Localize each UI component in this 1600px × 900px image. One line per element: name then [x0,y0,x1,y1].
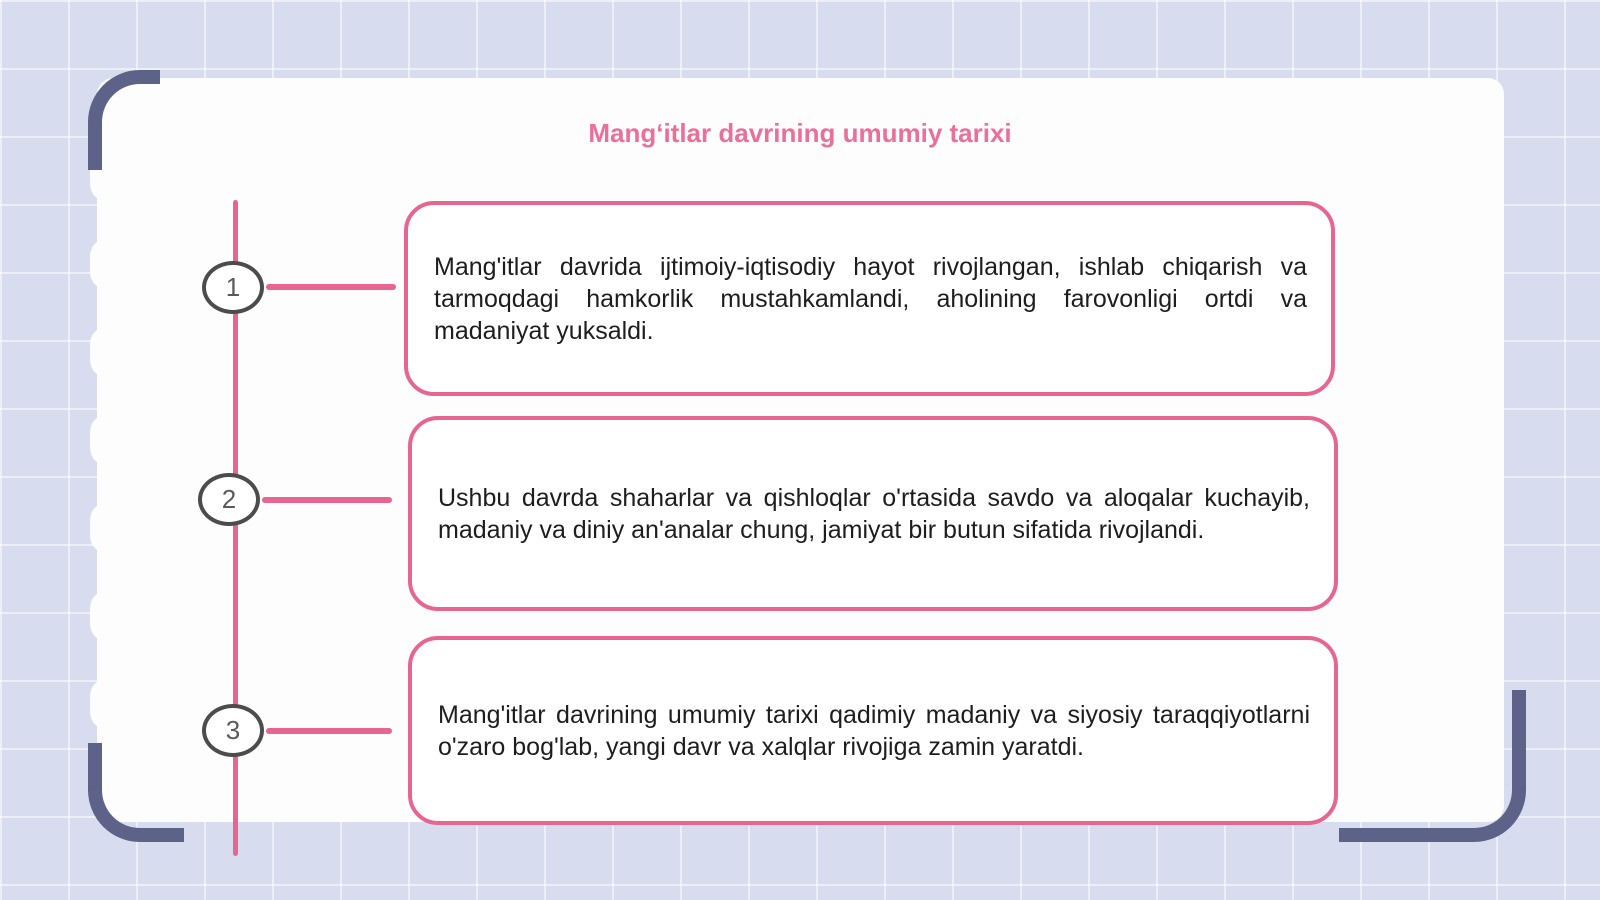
page-scallop [90,590,126,642]
timeline-connector [266,284,396,290]
timeline-connector [266,728,392,734]
timeline-card-3 [408,636,1338,825]
slide-title: Mangʻitlar davrining umumiy tarixi [588,118,1012,148]
card-text: Ushbu davrda shaharlar va qishloqlar o'rtasida savdo va aloqalar kuchayib, madaniy va diniy an'analar chung, jamiyat bir butun sifatida rivojlandi. [438,483,1310,544]
page-scallop [90,326,126,378]
step-number-1: 1 [202,261,264,314]
page-scallop [90,414,126,466]
card-text: Mang'itlar davrining umumiy tarixi qadimiy madaniy va siyosiy taraqqiyotlarni o'zaro bog'lab, yangi davr va xalqlar rivojiga zamin yaratdi. [438,700,1310,761]
corner-bracket-bottom-left [88,743,184,842]
timeline-connector [262,497,392,503]
timeline-card-1 [404,201,1335,396]
card-text: Mang'itlar davrida ijtimoiy-iqtisodiy hayot rivojlangan, ishlab chiqarish va tarmoqdagi hamkorlik mustahkamlandi, aholining farovonligi ortdi va madaniyat yuksaldi. [434,252,1307,345]
page-scallop [90,678,126,730]
page-scallop [90,238,126,290]
step-number-2: 2 [198,473,260,526]
page-scallop [90,502,126,554]
timeline-card-2 [408,416,1338,611]
step-number-3: 3 [202,704,264,757]
corner-bracket-bottom-right [1339,690,1526,842]
